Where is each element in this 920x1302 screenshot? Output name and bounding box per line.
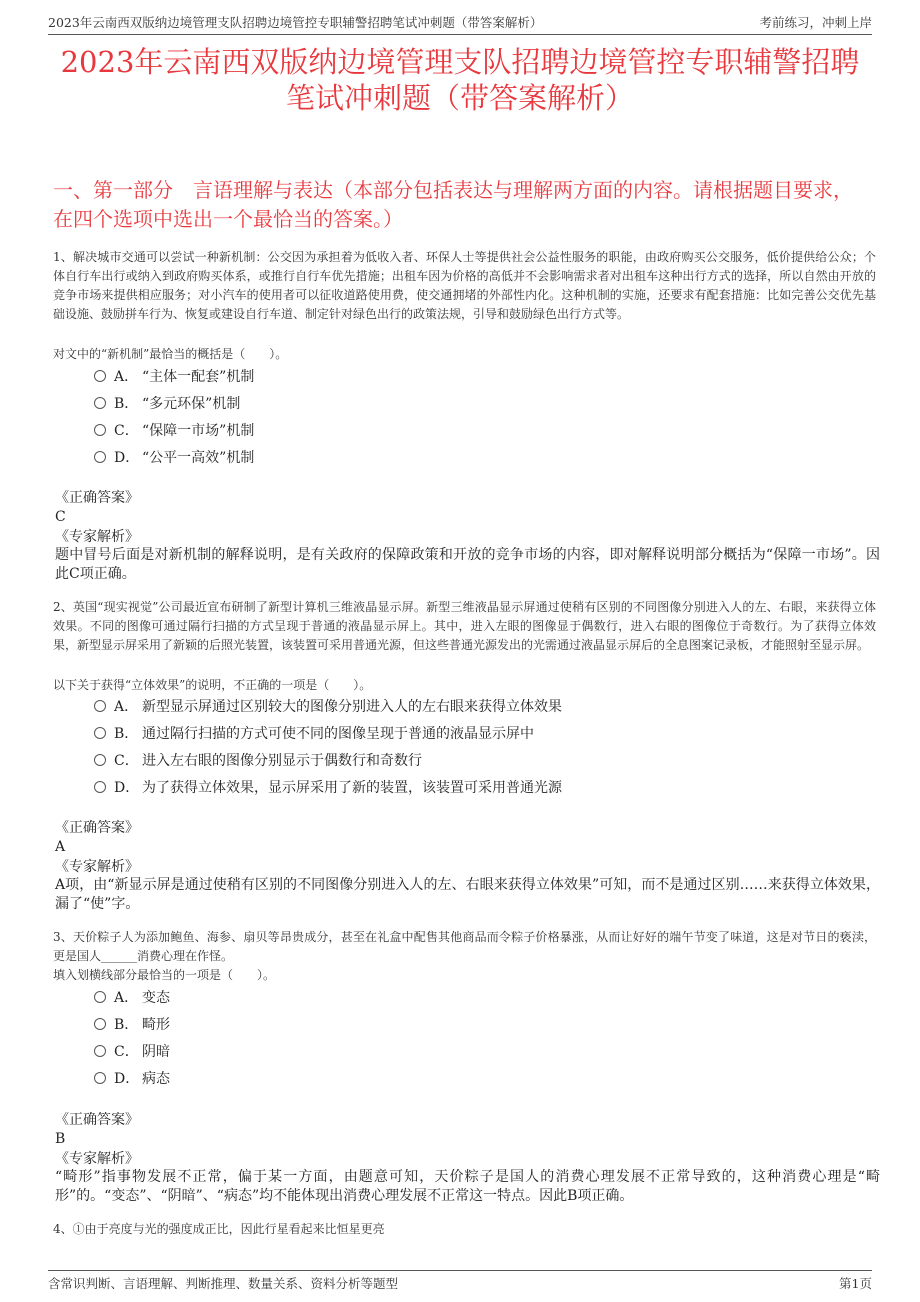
- question-1-option-c[interactable]: [94, 422, 254, 440]
- header-slogan: 考前练习，冲刺上岸: [759, 15, 872, 30]
- radio-icon[interactable]: [94, 424, 106, 436]
- question-2-option-a[interactable]: [94, 698, 562, 716]
- option-letter: B．: [114, 396, 139, 412]
- question-3-analysis: “畸形”指事物发展不正常，偏于某一方面，由题意可知，天价粽子是国人的消费心理发展不正常导致的，这种消费心理是“畸形”的。“变态”、“阴暗”、“病态”均不能体现出消费心理发展不正常这一特点。因此B项正确。: [55, 1169, 880, 1204]
- question-3-option-a[interactable]: [94, 989, 170, 1007]
- option-text: 新型显示屏通过区别较大的图像分别进入人的左右眼来获得立体效果: [142, 699, 562, 715]
- option-letter: B．: [114, 1017, 139, 1033]
- question-3-analysis-label: 《专家解析》: [55, 1151, 139, 1167]
- option-text: “多元环保”机制: [142, 396, 241, 412]
- radio-icon[interactable]: [94, 700, 106, 712]
- section-heading: 一、第一部分 言语理解与表达（本部分包括表达与理解两方面的内容。请根据题目要求，在四个选项中选出一个最恰当的答案。）: [53, 178, 853, 231]
- option-text: 通过隔行扫描的方式可使不同的图像呈现于普通的液晶显示屏中: [142, 726, 534, 742]
- option-letter: A．: [114, 699, 139, 715]
- radio-icon[interactable]: [94, 370, 106, 382]
- question-2-option-b[interactable]: [94, 725, 534, 743]
- option-letter: C．: [114, 423, 139, 439]
- question-4-stem: 4、①由于亮度与光的强度成正比，因此行星看起来比恒星更亮: [53, 1222, 385, 1236]
- option-letter: A．: [114, 369, 139, 385]
- question-2-analysis-label: 《专家解析》: [55, 859, 139, 875]
- radio-icon[interactable]: [94, 754, 106, 766]
- page-title-line-1: 2023年云南西双版纳边境管理支队招聘边境管控专职辅警招聘: [60, 45, 860, 79]
- question-1-option-d[interactable]: [94, 449, 254, 467]
- question-1-analysis: 题中冒号后面是对新机制的解释说明，是有关政府的保障政策和开放的竞争市场的内容，即对解释说明部分概括为“保障一市场”。因此C项正确。: [55, 547, 880, 582]
- question-1-answer: C: [55, 509, 66, 525]
- radio-icon[interactable]: [94, 727, 106, 739]
- option-text: 进入左右眼的图像分别显示于偶数行和奇数行: [142, 753, 422, 769]
- option-letter: B．: [114, 726, 139, 742]
- option-letter: A．: [114, 990, 139, 1006]
- radio-icon[interactable]: [94, 781, 106, 793]
- option-text: “保障一市场”机制: [142, 423, 255, 439]
- option-letter: D．: [114, 1071, 140, 1087]
- question-3-answer-label: 《正确答案》: [55, 1112, 139, 1128]
- question-3-answer: B: [55, 1131, 66, 1147]
- option-letter: C．: [114, 753, 139, 769]
- question-2-prompt: 以下关于获得“立体效果”的说明，不正确的一项是（ ）。: [53, 678, 372, 692]
- page-number: 第1页: [839, 1276, 872, 1291]
- question-1-option-a[interactable]: [94, 368, 254, 386]
- option-letter: D．: [114, 450, 140, 466]
- option-text: 变态: [142, 990, 170, 1006]
- header-doc-title: 2023年云南西双版纳边境管理支队招聘边境管控专职辅警招聘笔试冲刺题（带答案解析）: [48, 15, 543, 30]
- question-3-option-d[interactable]: [94, 1070, 170, 1088]
- radio-icon[interactable]: [94, 1018, 106, 1030]
- question-2-option-c[interactable]: [94, 752, 422, 770]
- option-text: 畸形: [142, 1017, 170, 1033]
- question-3-option-b[interactable]: [94, 1016, 170, 1034]
- question-1-answer-label: 《正确答案》: [55, 490, 139, 506]
- radio-icon[interactable]: [94, 397, 106, 409]
- question-2-stem: 2、英国“现实视觉”公司最近宣布研制了新型计算机三维液晶显示屏。新型三维液晶显示屏通过使稍有区别的不同图像分别进入人的左、右眼，来获得立体效果。不同的图像可通过隔行扫描的方式呈现于普通的液晶显示屏上。其中，进入左眼的图像显于偶数行，进入右眼的图像位于奇数行。为了获得立体效果，新型显示屏采用了新颖的后照光装置，该装置可采用普通光源，但这些普通光源发出的光需通过液晶显示屏后的全息图案记录板，才能照射至显示屏。: [53, 600, 876, 652]
- option-letter: C．: [114, 1044, 139, 1060]
- question-3-option-c[interactable]: [94, 1043, 170, 1061]
- question-3-stem: 3、天价粽子人为添加鲍鱼、海参、扇贝等昂贵成分，甚至在礼盒中配售其他商品而令粽子价格暴涨，从而让好好的端午节变了味道，这是对节日的亵渎，更是国人______消费心理在作怪。: [53, 930, 876, 963]
- option-text: 为了获得立体效果，显示屏采用了新的装置，该装置可采用普通光源: [142, 780, 562, 796]
- radio-icon[interactable]: [94, 451, 106, 463]
- question-3-prompt: 填入划横线部分最恰当的一项是（ ）。: [53, 968, 276, 982]
- radio-icon[interactable]: [94, 1072, 106, 1084]
- question-2-analysis: A项，由“新显示屏是通过使稍有区别的不同图像分别进入人的左、右眼来获得立体效果”可知，而不是通过区别……来获得立体效果，漏了“使”字。: [55, 877, 880, 912]
- question-1-prompt: 对文中的“新机制”最恰当的概括是（ ）。: [53, 347, 288, 361]
- option-letter: D．: [114, 780, 140, 796]
- footer-description: 含常识判断、言语理解、判断推理、数量关系、资料分析等题型: [48, 1276, 399, 1291]
- page-title-line-2: 笔试冲刺题（带答案解析）: [285, 81, 634, 115]
- option-text: “主体一配套”机制: [142, 369, 255, 385]
- page-header: [48, 10, 872, 35]
- radio-icon[interactable]: [94, 991, 106, 1003]
- page-title: [40, 44, 880, 116]
- question-1-stem: 1、解决城市交通可以尝试一种新机制：公交因为承担着为低收入者、环保人士等提供社会公益性服务的职能，由政府购买公交服务，低价提供给公众；个体自行车出行或纳入到政府购买体系，或推行自行车优先措施；出租车因为价格的高低并不会影响需求者对出租车这种出行方式的选择，所以自然由开放的竞争市场来提供相应服务；对小汽车的使用者可以征收道路使用费，使交通拥堵的外部性内化。这种机制的实施，还要求有配套措施：比如完善公交优先基础设施、鼓励拼车行为、恢复或建设自行车道、制定针对绿色出行的政策法规，引导和鼓励绿色出行方式等。: [53, 250, 876, 321]
- question-2-option-d[interactable]: [94, 779, 562, 797]
- question-2-answer: A: [55, 839, 66, 855]
- question-1-option-b[interactable]: [94, 395, 240, 413]
- radio-icon[interactable]: [94, 1045, 106, 1057]
- page-footer: [48, 1270, 872, 1293]
- option-text: 阴暗: [142, 1044, 170, 1060]
- option-text: “公平一高效”机制: [142, 450, 255, 466]
- question-2-answer-label: 《正确答案》: [55, 820, 139, 836]
- option-text: 病态: [142, 1071, 170, 1087]
- question-1-analysis-label: 《专家解析》: [55, 529, 139, 545]
